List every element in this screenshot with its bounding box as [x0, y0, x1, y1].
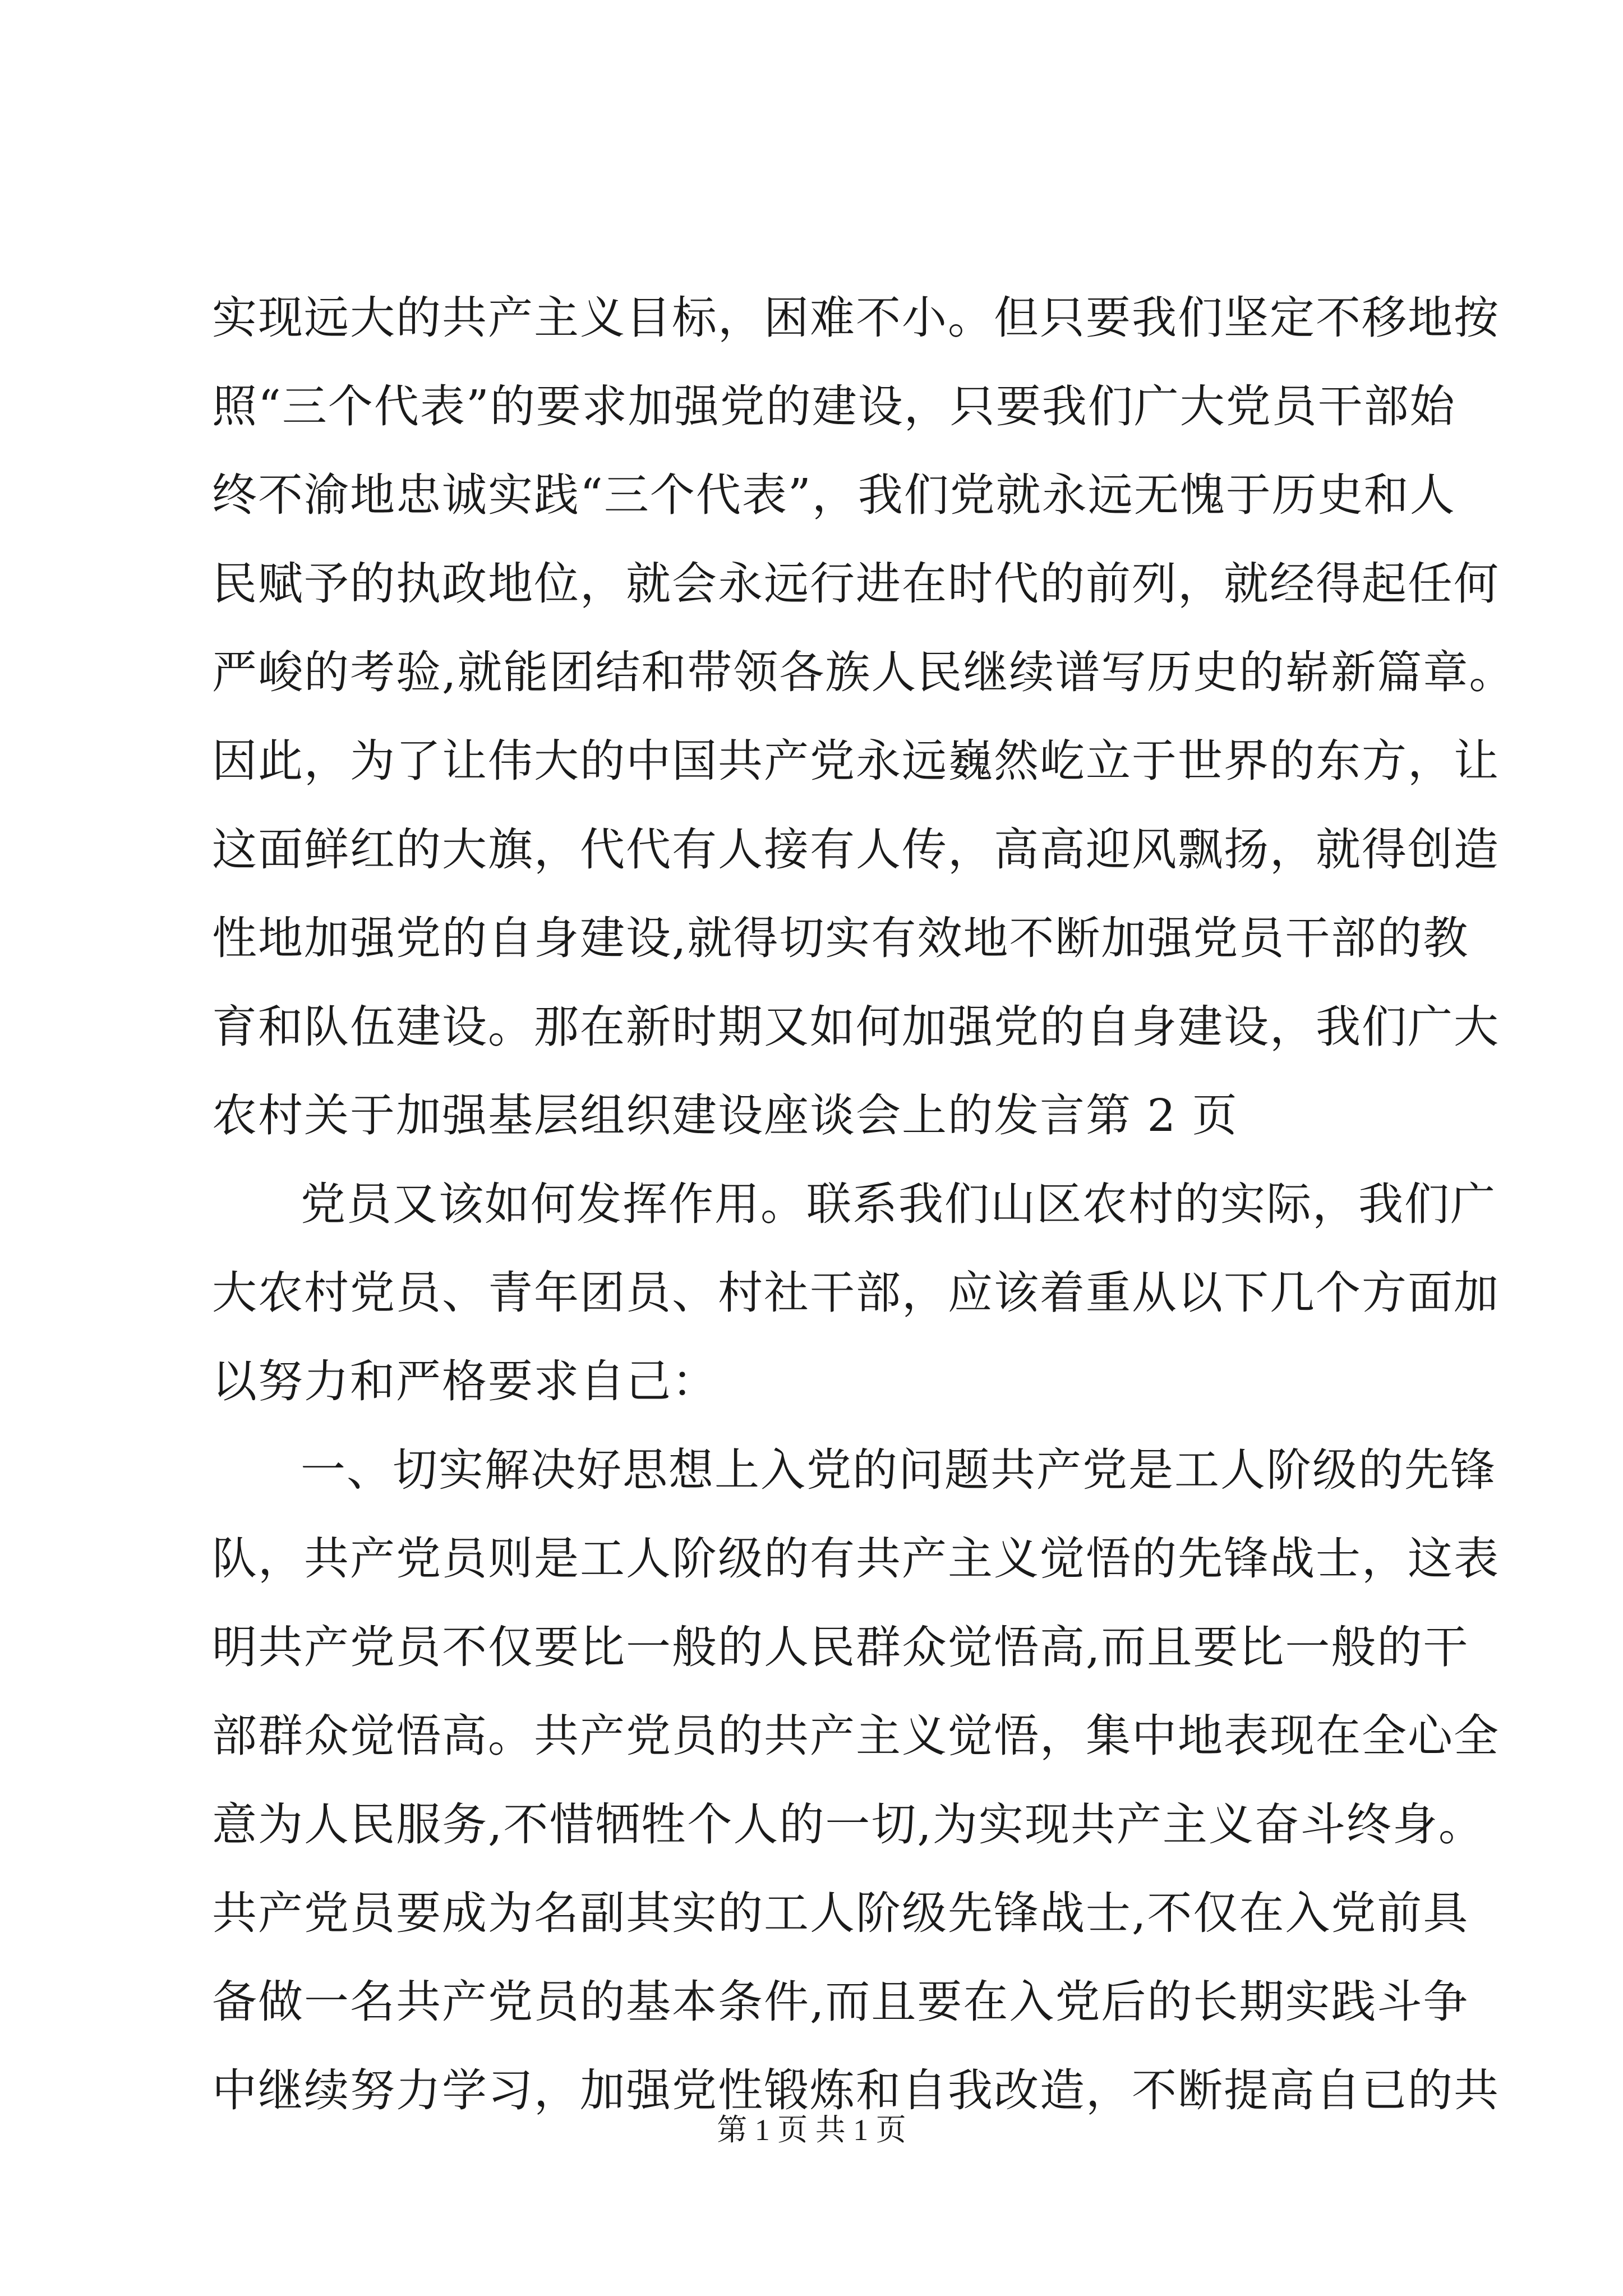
text-line: 队，共产党员则是工人阶级的有共产主义觉悟的先锋战士，这表: [212, 1533, 1500, 1585]
text-line: 因此，为了让伟大的中国共产党永远巍然屹立于世界的东方，让: [212, 735, 1500, 787]
text-line: 育和队伍建设。那在新时期又如何加强党的自身建设，我们广大: [212, 1001, 1500, 1053]
text-line: 性地加强党的自身建设,就得切实有效地不断加强党员干部的教: [212, 912, 1469, 964]
text-line: 终不渝地忠诚实践“三个代表”，我们党就永远无愧于历史和人: [212, 469, 1456, 521]
text-line: 共产党员要成为名副其实的工人阶级先锋战士,不仅在入党前具: [212, 1887, 1469, 1939]
text-line: 这面鲜红的大旗，代代有人接有人传，高高迎风飘扬，就得创造: [212, 823, 1500, 876]
text-line: 明共产党员不仅要比一般的人民群众觉悟高,而且要比一般的干: [212, 1621, 1469, 1673]
paragraph-first-line: 党员又该如何发挥作用。联系我们山区农村的实际，我们广: [301, 1178, 1496, 1230]
text-line: 中继续努力学习，加强党性锻炼和自我改造，不断提高自已的共: [212, 2064, 1500, 2116]
text-line: 以努力和严格要求自己：: [212, 1355, 718, 1407]
text-line: 备做一名共产党员的基本条件,而且要在入党后的长期实践斗争: [212, 1976, 1469, 2028]
text-line: 大农村党员、青年团员、村社干部，应该着重从以下几个方面加: [212, 1267, 1500, 1319]
text-line: 意为人民服务,不惜牺牲个人的一切,为实现共产主义奋斗终身。: [212, 1798, 1484, 1851]
text-line: 严峻的考验,就能团结和带领各族人民继续谱写历史的崭新篇章。: [212, 646, 1515, 698]
text-line: 农村关于加强基层组织建设座谈会上的发言第 2 页: [212, 1089, 1238, 1142]
page-footer: 第 1 页 共 1 页: [717, 2113, 906, 2147]
text-line: 照“三个代表”的要求加强党的建设，只要我们广大党员干部始: [212, 380, 1456, 432]
paragraph-first-line: 一、切实解决好思想上入党的问题共产党是工人阶级的先锋: [301, 1444, 1496, 1496]
text-line: 实现远大的共产主义目标，困难不小。但只要我们坚定不移地按: [212, 292, 1500, 344]
text-line: 民赋予的执政地位，就会永远行进在时代的前列，就经得起任何: [212, 558, 1500, 610]
text-line: 部群众觉悟高。共产党员的共产主义觉悟，集中地表现在全心全: [212, 1710, 1500, 1762]
